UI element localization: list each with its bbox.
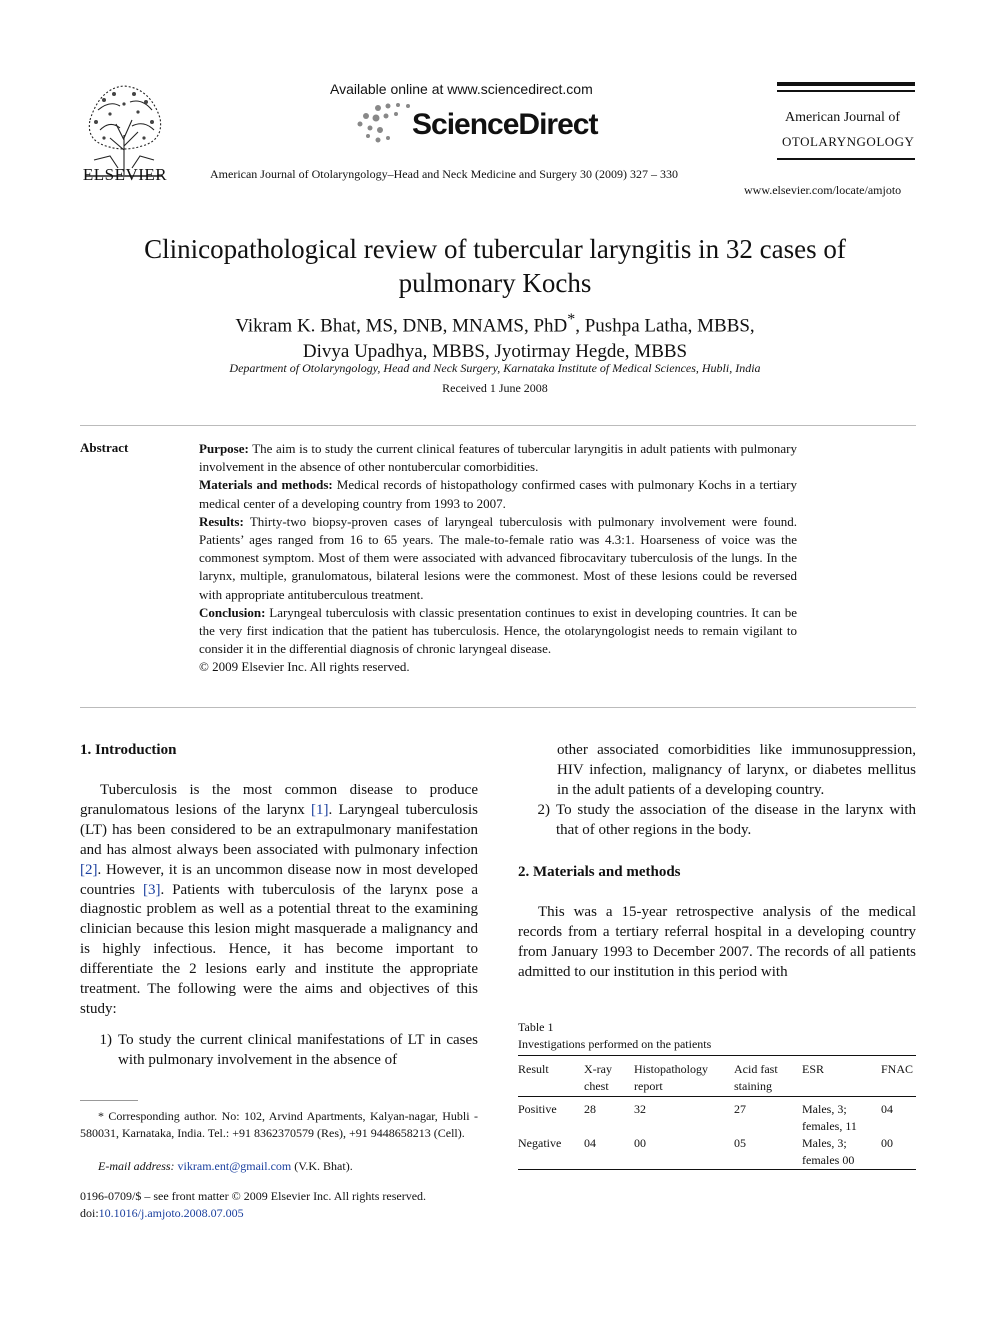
list-text: To study the association of the disease in the larynx with that of other regions in the body.	[556, 802, 916, 838]
table-cell: Negative	[518, 1136, 562, 1150]
author-list	[100, 307, 890, 365]
table-header-cell: Result	[518, 1062, 549, 1076]
table-label: Table 1	[518, 1020, 554, 1034]
table-cell: 04	[584, 1136, 596, 1150]
table-header-cell: Histopathology report	[634, 1062, 708, 1093]
front-matter	[80, 1188, 426, 1221]
section-heading-methods: 2. Materials and methods	[518, 864, 681, 880]
front-matter-text: 0196-0709/$ – see front matter © 2009 Elsevier Inc. All rights reserved.	[80, 1189, 427, 1203]
intro-text: . Laryngeal tuberculosis (LT) has been considered to be an extrapulmonary manifestation and has almost always been associated with pulmonary infection	[80, 801, 478, 858]
doi-link[interactable]: 10.1016/j.amjoto.2008.07.005	[98, 1205, 244, 1220]
list-number: 1)	[99, 1032, 112, 1048]
methods-paragraph: This was a 15-year retrospective analysis of the medical records from a tertiary referral hospital in a developing country from January 1993 to December 2007. The records of all patients admitted to our institution in this period with	[518, 904, 916, 980]
intro-text: . Patients with tuberculosis of the larynx pose a diagnostic problem as well as a potential threat to the examining clinician because this lesion might masquerade a malignancy and is highly infectious. Hence, it has become important to differentiate the 2 lesions early and institute the appropriate treatment. The following were the aims and objectives of this study:	[80, 881, 478, 1017]
intro-text: Tuberculosis is the most common disease to produce granulomatous lesions of the larynx	[80, 782, 478, 818]
footnote-text: * Corresponding author. No: 102, Arvind Apartments, Kalyan-nagar, Hubli - 580031, Karnataka, India. Tel.: +91 8362370579 (Res), +91 9448658213 (Cell).	[80, 1109, 478, 1140]
aims-list-item-2	[518, 801, 916, 841]
authors-line1-rest: , Pushpa Latha, MBBS,	[575, 315, 755, 337]
doi-label: doi:	[80, 1205, 99, 1220]
header-rule	[777, 82, 915, 86]
table-caption: Investigations performed on the patients	[518, 1037, 712, 1051]
list-number: 2)	[537, 802, 550, 818]
authors-line2: Divya Upadhya, MBBS, Jyotirmay Hegde, MBBS	[302, 341, 688, 363]
section-heading-introduction: 1. Introduction	[80, 742, 177, 758]
footnote-rule	[80, 1100, 138, 1101]
results-label: Results:	[199, 513, 244, 529]
journal-url-link[interactable]: www.elsevier.com/locate/amjoto	[744, 183, 902, 197]
abstract-divider	[80, 707, 916, 708]
abstract-body	[199, 440, 797, 677]
table-cell: 00	[881, 1136, 893, 1150]
table-cell: Positive	[518, 1102, 557, 1116]
table-cell: Males, 3; females, 11	[802, 1102, 857, 1133]
table-cell: 32	[634, 1102, 646, 1116]
results-text: Thirty-two biopsy-proven cases of laryngeal tuberculosis with pulmonary involvement were found. Patients’ ages ranged from 16 to 65 years. The male-to-female ratio was 4.3:1. Hoarseness of voice was the commonest symptom. Most of them were associated with advanced fibrocavitary tuberculosis of the lungs. In the larynx, multiple, granulomatous, bilateral lesions were the commonest. Most of these lesions could be reversed with appropriate antituberculous treatment.	[199, 513, 797, 602]
article-title: Clinicopathological review of tubercular laryngitis in 32 cases of pulmonary Kochs	[144, 234, 846, 298]
table-cell: Males, 3; females 00	[802, 1136, 855, 1167]
table-rule	[518, 1169, 916, 1170]
header-rule	[777, 158, 915, 160]
received-date: Received 1 June 2008	[442, 381, 548, 395]
table-cell: 00	[634, 1136, 646, 1150]
authors-line1: Vikram K. Bhat, MS, DNB, MNAMS, PhD	[235, 315, 568, 337]
abstract-label: Abstract	[80, 440, 129, 455]
table-header-cell: X-ray chest	[584, 1062, 612, 1093]
table-header-cell: FNAC	[881, 1062, 914, 1076]
purpose-label: Purpose:	[199, 441, 249, 456]
aims-list-item-1-continued: other associated comorbidities like immunosuppression, HIV infection, malignancy of larynx, or diabetes mellitus in the adult patients of a developing country.	[557, 742, 916, 798]
corresponding-author-mark[interactable]: *	[567, 311, 576, 328]
purpose-text: The aim is to study the current clinical features of tubercular laryngitis in adult patients with pulmonary involvement in the absence of other nontubercular comorbidities.	[199, 441, 797, 475]
reference-link-2[interactable]: [2]	[80, 861, 98, 878]
introduction-paragraph	[80, 781, 478, 1020]
abstract-divider	[80, 425, 916, 426]
conclusion-label: Conclusion:	[199, 604, 266, 620]
aims-list-item-1	[80, 1031, 478, 1071]
available-online-text: Available online at www.sciencedirect.com	[330, 81, 593, 97]
table-header-cell: Acid fast staining	[734, 1062, 778, 1093]
intro-text: . However, it is an uncommon disease now in most developed countries	[80, 861, 478, 898]
table-cell: 27	[734, 1102, 746, 1116]
journal-name-line1: American Journal of	[785, 110, 901, 125]
email-line	[80, 1159, 353, 1174]
table-rule	[518, 1096, 916, 1097]
table-cell: 28	[584, 1102, 596, 1116]
methods-text: Medical records of histopathology confirmed cases with pulmonary Kochs in a tertiary medical center of a developing country from 1993 to 2007.	[199, 477, 797, 511]
reference-link-3[interactable]: [3]	[142, 881, 161, 898]
methods-label: Materials and methods:	[199, 477, 333, 493]
email-link[interactable]: vikram.ent@gmail.com	[177, 1159, 292, 1173]
affiliation: Department of Otolaryngology, Head and Neck Surgery, Karnataka Institute of Medical Sciences, Hubli, India	[229, 361, 761, 375]
table-cell: 04	[881, 1102, 893, 1116]
conclusion-text: Laryngeal tuberculosis with classic presentation continues to exist in developing countries. It can be the very first indication that the patient has tuberculosis. Hence, the otolaryngologist needs to remain vigilant to consider it in the differential diagnosis of chronic laryngeal disease.	[199, 604, 797, 657]
journal-name-line2: OTOLARYNGOLOGY	[782, 134, 915, 149]
sciencedirect-brand: ScienceDirect	[412, 108, 598, 141]
publisher-name: ELSEVIER	[82, 165, 168, 184]
email-owner: (V.K. Bhat).	[291, 1159, 353, 1173]
table-cell: 05	[734, 1136, 746, 1150]
table-rule	[518, 1055, 916, 1056]
reference-link-1[interactable]: [1]	[311, 801, 329, 818]
email-label: E-mail address:	[98, 1159, 178, 1173]
journal-citation: American Journal of Otolaryngology–Head and Neck Medicine and Surgery 30 (2009) 327 – 330	[210, 167, 678, 181]
table-header-cell: ESR	[802, 1062, 825, 1076]
copyright: © 2009 Elsevier Inc. All rights reserved.	[199, 659, 410, 675]
corresponding-author-footnote	[80, 1108, 478, 1141]
list-text: To study the current clinical manifestations of LT in cases with pulmonary involvement in the absence of	[118, 1032, 478, 1068]
header-rule	[777, 90, 915, 92]
